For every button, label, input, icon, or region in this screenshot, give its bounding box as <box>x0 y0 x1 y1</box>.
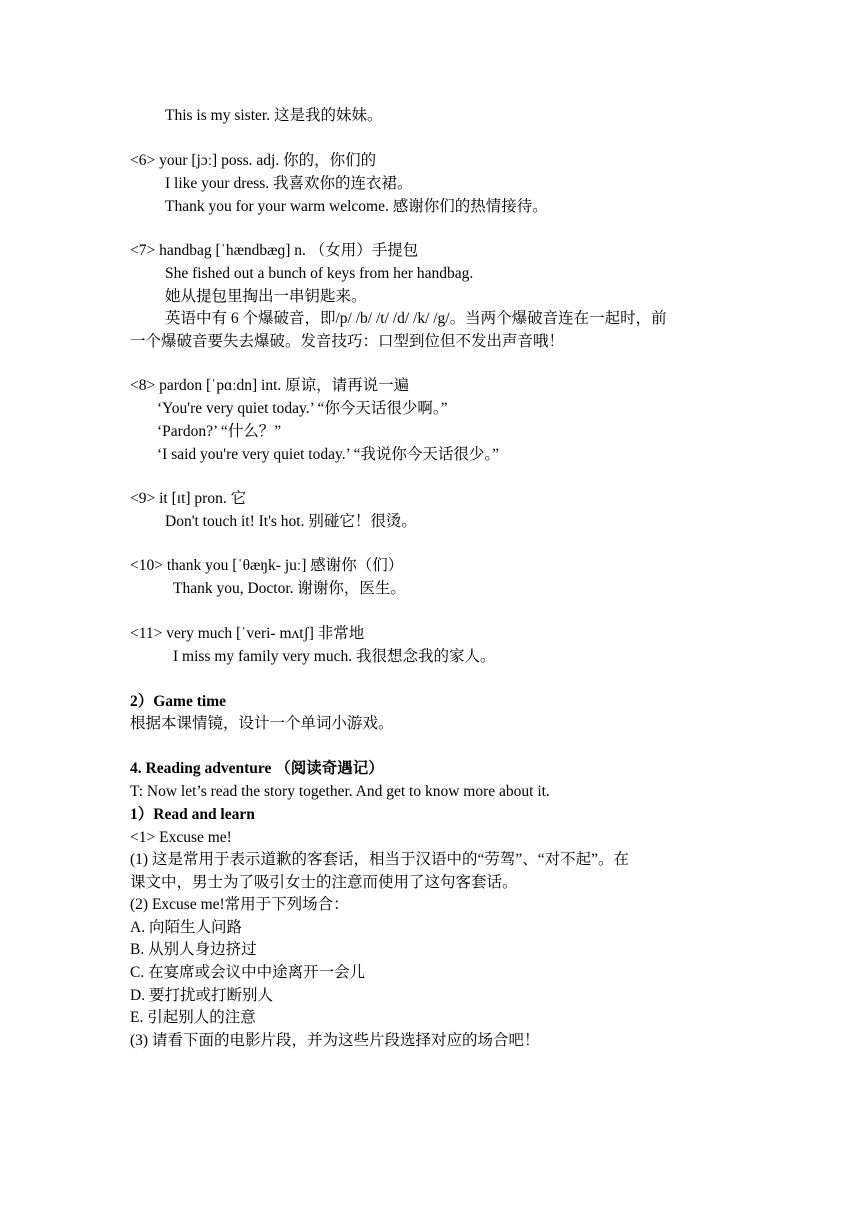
phrase-entry-1: <1> Excuse me! <box>130 829 232 846</box>
list-item: D. 要打扰或打断别人 <box>130 987 273 1004</box>
vocab-entry-10: <10> thank you [ˈθæŋk- juː] 感谢你（们） <box>130 557 404 574</box>
instruction-text: 根据本课情镜，设计一个单词小游戏。 <box>130 715 394 732</box>
example-sentence: I like your dress. 我喜欢你的连衣裙。 <box>165 175 413 192</box>
list-item: A. 向陌生人问路 <box>130 919 242 936</box>
vocab-entry-11: <11> very much [ˈveri- mʌtʃ] 非常地 <box>130 625 365 642</box>
example-sentence: Thank you for your warm welcome. 感谢你们的热情接待。 <box>165 198 548 215</box>
list-item: B. 从别人身边挤过 <box>130 941 257 958</box>
section-heading-game-time: 2）Game time <box>130 693 226 710</box>
note-text: 课文中，男士为了吸引女士的注意而使用了这句客套话。 <box>130 874 518 891</box>
dialogue-line: ‘You're very quiet today.’ “你今天话很少啊。” <box>157 400 448 417</box>
dialogue-line: ‘Pardon?’ “什么？” <box>157 423 282 440</box>
note-text: (2) Excuse me!常用于下列场合： <box>130 896 349 913</box>
vocab-entry-8: <8> pardon [ˈpɑːdn] int. 原谅，请再说一遍 <box>130 377 410 394</box>
note-text: (3) 请看下面的电影片段，并为这些片段选择对应的场合吧！ <box>130 1032 540 1049</box>
note-text: 一个爆破音要失去爆破。发音技巧：口型到位但不发出声音哦！ <box>130 333 565 350</box>
section-heading-reading-adventure: 4. Reading adventure （阅读奇遇记） <box>130 760 384 777</box>
example-sentence: Thank you, Doctor. 谢谢你，医生。 <box>173 580 406 597</box>
example-sentence: I miss my family very much. 我很想念我的家人。 <box>173 648 496 665</box>
note-text: (1) 这是常用于表示道歉的客套话，相当于汉语中的“劳驾”、“对不起”。在 <box>130 851 629 868</box>
vocab-entry-9: <9> it [ɪt] pron. 它 <box>130 490 247 507</box>
teacher-line: T: Now let’s read the story together. And get to know more about it. <box>130 783 550 800</box>
example-sentence: Don't touch it! It's hot. 别碰它！很烫。 <box>165 513 417 530</box>
vocab-entry-6: <6> your [jɔː] poss. adj. 你的，你们的 <box>130 152 377 169</box>
dialogue-line: ‘I said you're very quiet today.’ “我说你今天话很少。” <box>157 446 499 463</box>
list-item: C. 在宴席或会议中中途离开一会儿 <box>130 964 366 981</box>
example-sentence: This is my sister. 这是我的妹妹。 <box>165 107 383 124</box>
note-text: 英语中有 6 个爆破音，即/p/ /b/ /t/ /d/ /k/ /g/。当两个爆破音连在一起时，前 <box>165 310 667 327</box>
vocab-entry-7: <7> handbag [ˈhændbæɡ] n. （女用）手提包 <box>130 242 419 259</box>
example-sentence: She fished out a bunch of keys from her handbag. <box>165 265 474 282</box>
example-translation: 她从提包里掏出一串钥匙来。 <box>165 288 367 305</box>
section-heading-read-and-learn: 1）Read and learn <box>130 806 255 823</box>
list-item: E. 引起别人的注意 <box>130 1009 256 1026</box>
